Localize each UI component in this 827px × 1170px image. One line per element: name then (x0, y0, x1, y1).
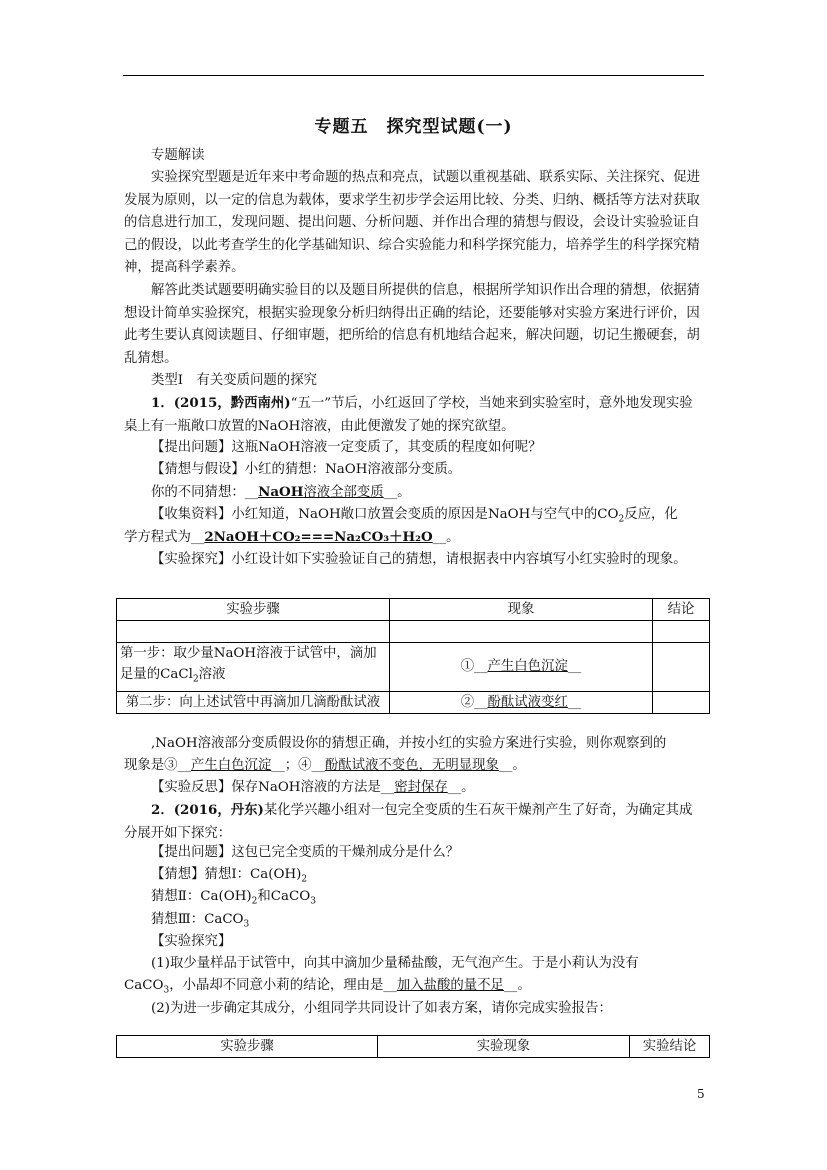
question-1-your-guess: 你的不同猜想：__NaOH溶液全部变质__。 (151, 484, 411, 500)
question-1-table (116, 598, 710, 714)
table-header: 实验现象 (378, 1036, 630, 1058)
page-number: 5 (697, 1087, 705, 1101)
question-1-stem: 1．(2015，黔西南州)“五一”节后，小红返回了学校，当她来到实验室时，意外地发现实验桌上有一瓶敞口放置的NaOH溶液，由此便激发了她的探究欲望。 (124, 395, 693, 434)
intro-heading: 专题解读 (151, 148, 205, 163)
question-2-ask: 【提出问题】这包已完全变质的干燥剂成分是什么？ (151, 845, 459, 860)
question-1-reflect: 【实验反思】保存NaOH溶液的方法是__密封保存__。 (151, 780, 475, 795)
question-1-ask: 【提出问题】这瓶NaOH溶液一定变质了，其变质的程度如何呢？ (151, 440, 542, 455)
question-2-guess-3: 猜想Ⅲ：CaCO$_3$ (151, 912, 250, 930)
table-cell: 第二步：向上述试管中再滴加几滴酚酞试液 (117, 691, 390, 713)
question-2-guess-2: 猜想Ⅱ：$Ca(OH)_2$和CaCO$_3$ (151, 889, 316, 907)
table-cell: 第一步：取少量NaOH溶液于试管中，滴加足量的CaCl$_2$溶液 (117, 643, 390, 692)
table-header: 实验步骤 (117, 599, 390, 621)
question-1-equation: 学方程式为__2NaOH＋CO₂===Na₂CO₃＋H₂O__。 (124, 529, 460, 545)
table-row (117, 643, 710, 692)
table-header-row (117, 1036, 710, 1058)
table-header: 实验结论 (630, 1036, 710, 1058)
table-header-row (117, 599, 710, 621)
table-row (117, 621, 710, 643)
question-2-step-2: (2)为进一步确定其成分，小组同学共同设计了如表方案，请你完成实验报告： (151, 1001, 612, 1016)
question-2-step-1b: CaCO$_3$，小晶却不同意小莉的结论，理由是__加入盐酸的量不足__。 (124, 978, 531, 996)
table-header: 结论 (653, 599, 710, 621)
header-rule (123, 75, 704, 76)
question-2-explore: 【实验探究】 (151, 934, 232, 949)
table-cell: ②__酚酞试液变红__ (390, 691, 653, 713)
question-2-guess-1: 【猜想】猜想Ⅰ：$Ca(OH)_2$ (151, 867, 308, 885)
table-header: 实验步骤 (117, 1036, 378, 1058)
page-title: 专题五 探究型试题(一) (314, 117, 513, 137)
question-2-table (116, 1035, 710, 1058)
intro-paragraph-1: 实验探究型题是近年来中考命题的热点和亮点，试题以重视基础、联系实际、关注探究、促进发展为原则，以一定的信息为载体，要求学生初步学会运用比较、分类、归纳、概括等方法对获取的信息进行加工，发现问题、提出问题、分析问题、并作出合理的猜想与假设，会设计实验验证自己的假设，以此考查学生的化学基础知识、综合实验能力和科学探究能力，培养学生的科学探究精神，提高科学素养。 (124, 170, 701, 275)
question-1-result-a: ,NaOH溶液部分变质假设你的猜想正确，并按小红的实验方案进行实验，则你观察到的 (151, 736, 667, 751)
type-heading: 类型Ⅰ 有关变质问题的探究 (151, 373, 317, 388)
question-2-stem: 2．(2016，丹东)某化学兴趣小组对一包完全变质的生石灰干燥剂产生了好奇，为确定其成分展开如下探究： (124, 802, 693, 841)
question-1-explore: 【实验探究】小红设计如下实验验证自己的猜想，请根据表中内容填写小红实验时的现象。 (151, 552, 687, 567)
question-1-guess: 【猜想与假设】小红的猜想：NaOH溶液部分变质。 (151, 462, 462, 477)
table-row (117, 691, 710, 713)
table-cell: ①__产生白色沉淀__ (390, 643, 653, 692)
table-header: 现象 (390, 599, 653, 621)
intro-paragraph-2: 解答此类试题要明确实验目的以及题目所提供的信息，根据所学知识作出合理的猜想，依据猜想设计简单实验探究，根据实验现象分析归纳得出正确的结论，还要能够对实验方案进行评价，因此考生要认真阅读题目、仔细审题，把所给的信息有机地结合起来，解决问题，切记生搬硬套，胡乱猜想。 (124, 283, 701, 366)
question-1-collect: 【收集资料】小红知道，NaOH敞口放置会变质的原因是NaOH与空气中的$CO_2$反应，化 (151, 507, 678, 525)
question-1-result-b: 现象是③__产生白色沉淀__；④__酚酞试液不变色，无明显现象__。 (124, 758, 526, 773)
question-2-step-1a: (1)取少量样品于试管中，向其中滴加少量稀盐酸，无气泡产生。于是小莉认为没有 (151, 956, 639, 971)
